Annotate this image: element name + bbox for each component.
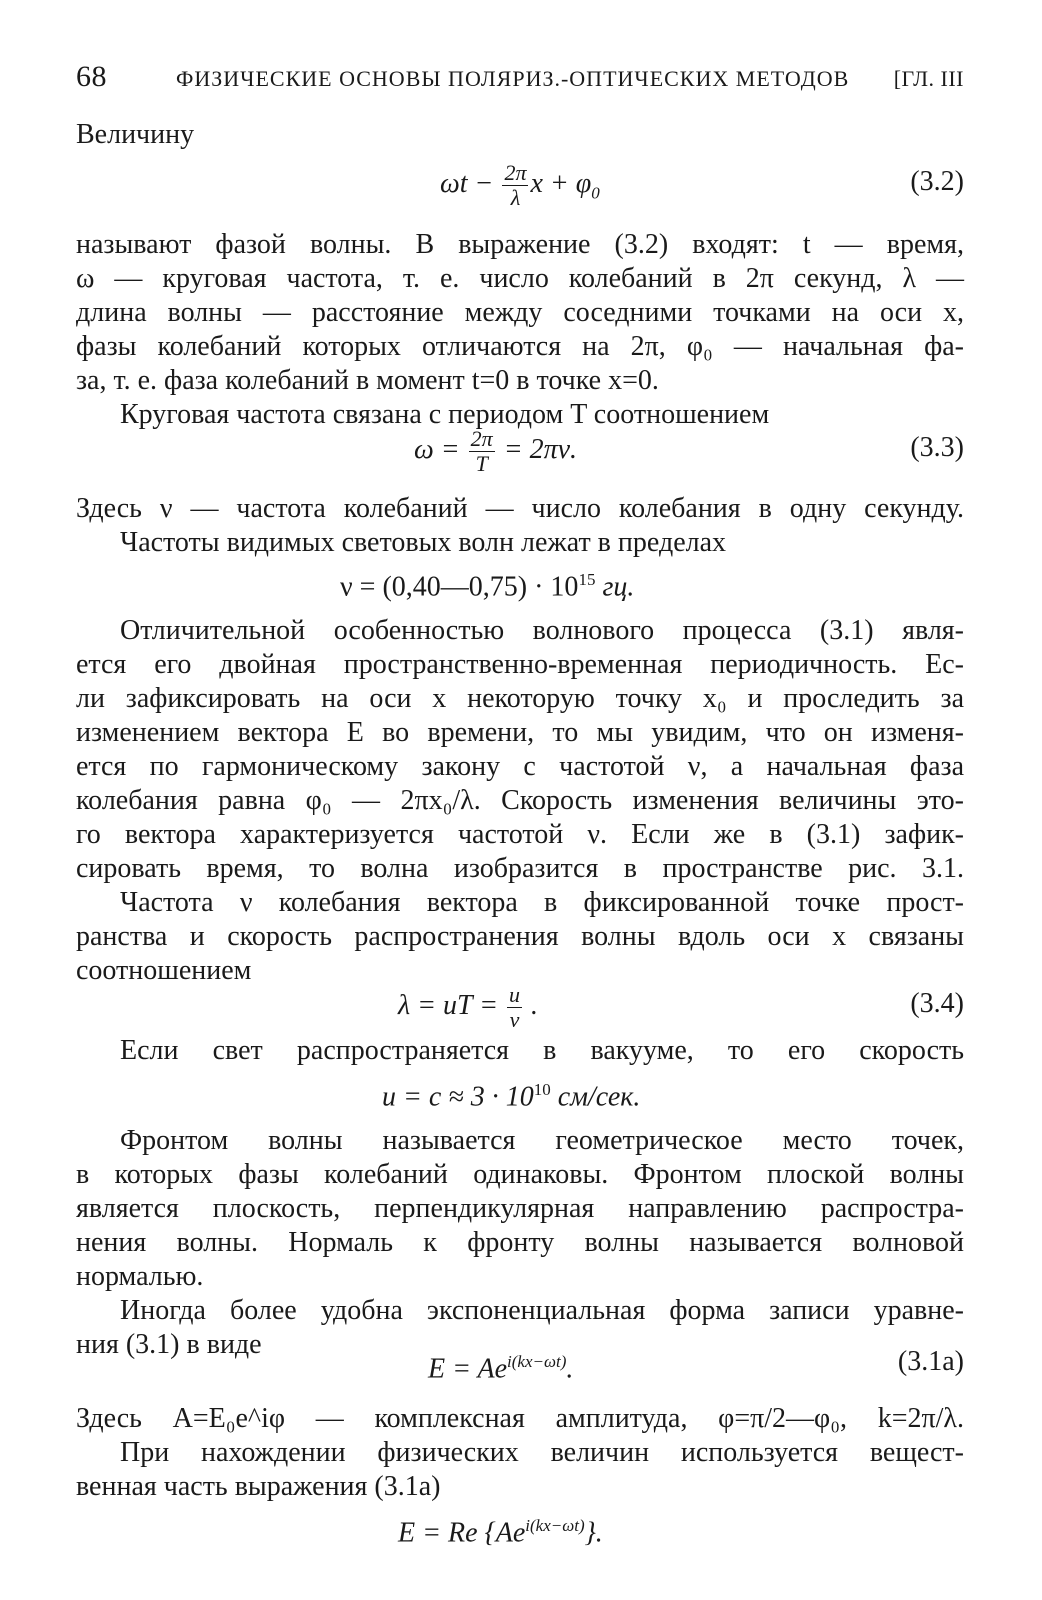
paragraph-line: При нахождении физических величин используется вещест- (120, 1437, 964, 1468)
eq-part: λ = uT = (398, 989, 505, 1021)
eq-part: u = c ≈ 3 · 10 (382, 1081, 534, 1113)
eq-part: x + φ (530, 167, 592, 199)
paragraph-line: сировать время, то волна изобразится в пространстве рис. 3.1. (76, 853, 964, 884)
paragraph-line: изменением вектора E во времени, то мы увидим, что он изменя- (76, 717, 964, 748)
paragraph-line: го вектора характеризуется частотой ν. Если же в (3.1) зафик- (76, 819, 964, 850)
paragraph-line: нормалью. (76, 1261, 204, 1292)
paragraph-line: Частота ν колебания вектора в фиксированной точке прост- (120, 887, 964, 918)
paragraph-line: ется по гармоническому закону с частотой ν, а начальная фаза (76, 751, 964, 782)
running-header (76, 60, 964, 96)
equation-number: (3.4) (910, 988, 964, 1019)
paragraph-line: является плоскость, перпендикулярная направлению распростра- (76, 1193, 964, 1224)
paragraph-line: соотношением (76, 955, 252, 986)
eq-unit: гц. (595, 571, 635, 603)
eq-subscript: 0 (591, 183, 600, 203)
paragraph-line: за, т. е. фаза колебаний в момент t=0 в точке x=0. (76, 365, 659, 396)
eq-superscript: i(kx−ωt) (507, 1352, 567, 1371)
eq-superscript: 10 (533, 1080, 551, 1099)
paragraph-line: Отличительной особенностью волнового процесса (3.1) явля- (120, 615, 964, 646)
equation-number: (3.1a) (897, 1346, 964, 1377)
page-number: 68 (76, 60, 107, 93)
fraction-denominator: λ (510, 185, 521, 210)
equation-3-2 (440, 160, 600, 210)
fraction (469, 428, 495, 475)
eq-part: ν = (0,40—0,75) · 10 (340, 571, 579, 603)
paragraph-line: Иногда более удобна экспоненциальная форма записи уравне- (120, 1295, 964, 1326)
eq-part: E = Ae (428, 1353, 508, 1385)
equation-3-3 (414, 426, 578, 476)
fraction-numerator: u (508, 982, 520, 1007)
paragraph-line: называют фазой волны. В выражение (3.2) входят: t — время, (76, 229, 964, 260)
running-title: ФИЗИЧЕСКИЕ ОСНОВЫ ПОЛЯРИЗ.-ОПТИЧЕСКИХ МЕТОДОВ (176, 66, 850, 91)
paragraph-line: Если свет распространяется в вакууме, то его скорость (120, 1035, 964, 1066)
paragraph-line: Фронтом волны называется геометрическое место точек, (120, 1125, 964, 1156)
fraction-numerator: 2π (504, 160, 527, 185)
paragraph-line: нения волны. Нормаль к фронту волны называется волновой (76, 1227, 964, 1258)
paragraph-line: ния (3.1) в виде (76, 1329, 262, 1360)
eq-part: . (566, 1353, 574, 1385)
paragraph-line: Круговая частота связана с периодом T соотношением (120, 399, 770, 430)
eq-superscript: i(kx−ωt) (525, 1516, 585, 1535)
paragraph-line: ω — круговая частота, т. е. число колебаний в 2π секунд, λ — (76, 263, 964, 294)
equation-real-part (398, 1506, 603, 1549)
eq-unit: см/сек. (550, 1081, 641, 1113)
eq-part: ωt − (440, 167, 501, 199)
equation-number: (3.3) (910, 432, 964, 463)
paragraph-line: ется его двойная пространственно-временная периодичность. Ес- (76, 649, 964, 680)
eq-part: ω = (414, 433, 467, 465)
equation-3-1a (428, 1342, 574, 1385)
paragraph-line: ли зафиксировать на оси x некоторую точку x₀ и проследить за (76, 683, 964, 714)
equation-speed-of-light (382, 1070, 641, 1113)
eq-superscript: 15 (578, 570, 596, 589)
fraction-denominator: T (475, 451, 488, 476)
equation-frequency-range (340, 560, 635, 603)
eq-part: = 2πν. (496, 433, 578, 465)
paragraph-line: длина волны — расстояние между соседними точками на оси x, (76, 297, 964, 328)
paragraph-line: Частоты видимых световых волн лежат в пределах (120, 527, 727, 558)
paragraph-line: Здесь ν — частота колебаний — число колебания в одну секунду. (76, 493, 964, 524)
paragraph-line: в которых фазы колебаний одинаковы. Фронтом плоской волны (76, 1159, 964, 1190)
eq-part: E = Re {Ae (398, 1517, 526, 1549)
paragraph-line: колебания равна φ₀ — 2πx₀/λ. Скорость изменения величины это- (76, 785, 964, 816)
fraction-numerator: 2π (470, 426, 493, 451)
paragraph-line: Здесь A=E₀e^iφ — комплексная амплитуда, φ=π/2—φ₀, k=2π/λ. (76, 1403, 964, 1434)
eq-part: . (523, 989, 538, 1021)
eq-part: }. (584, 1517, 603, 1549)
paragraph-line: венная часть выражения (3.1а) (76, 1471, 441, 1502)
fraction (507, 984, 522, 1031)
paragraph-line: Величину (76, 119, 195, 150)
fraction (502, 162, 528, 209)
chapter-marker: [ГЛ. III (893, 66, 964, 91)
paragraph-line: фазы колебаний которых отличаются на 2π, φ₀ — начальная фа- (76, 331, 964, 362)
paragraph-line: ранства и скорость распространения волны вдоль оси x связаны (76, 921, 964, 952)
equation-number: (3.2) (910, 166, 964, 197)
equation-3-4 (398, 982, 538, 1032)
fraction-denominator: ν (509, 1007, 520, 1032)
